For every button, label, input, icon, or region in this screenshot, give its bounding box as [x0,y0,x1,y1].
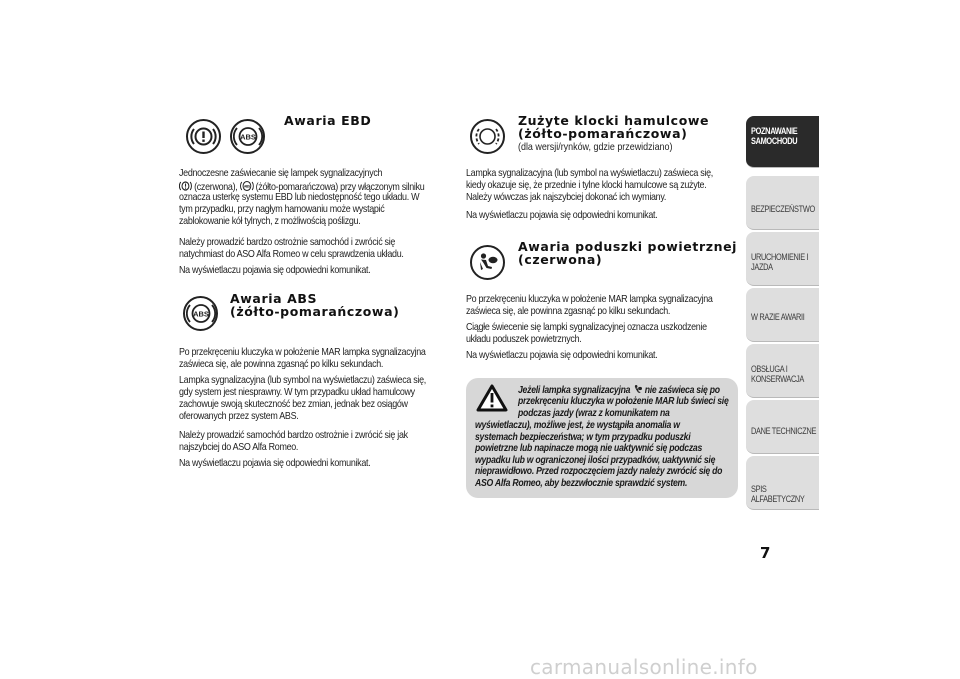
airbag-paragraph-1: Po przekręceniu kluczyka w położenie MAR lampka sygnalizacyjna zaświeca się, ale powinna zgasnąć po kilku sekundach. [466,294,713,317]
warning-rest: wyświetlaczu), możliwe jest, że wystąpiła anomalia w systemach bezpieczeństwa; w tym przypadku poduszki powietrzne lub napinacze mogą nie uaktywnić się podczas wypadku lub w ograniczonej ilości przypadków, uaktywnić się nieprawidłowo. Przed rozpoczęciem jazdy należy zwrócić się do ASO Alfa Romeo, aby bezzwłocznie sprawdzić system. [475,420,723,489]
airbag-icon [470,245,505,280]
page-number: 7 [760,544,771,562]
airbag-heading: Awaria poduszki powietrznej (czerwona) [518,239,738,267]
tab-spis-alfabetyczny[interactable] [746,456,819,510]
ebd-paragraph-1-line-1: Jednoczesne zaświecanie się lampek sygnalizacyjnych [179,168,383,179]
ebd-paragraph-3: Na wyświetlaczu pojawia się odpowiedni komunikat. [179,265,371,276]
warning-triangle-icon [476,384,508,417]
tab-obsluga-i-konserwacja[interactable] [746,344,819,398]
abs-heading: Awaria ABS (żółto-pomarańczowa) [230,291,400,319]
svg-text:ABS: ABS [243,184,250,189]
brake-pads-heading: Zużyte klocki hamulcowe (żółto-pomarańczowa) [518,113,710,141]
tab-label: SPIS ALFABETYCZNY [751,484,805,504]
svg-text:ABS: ABS [239,132,256,142]
abs-icon [230,119,265,154]
tab-uruchomienie-i-jazda[interactable] [746,232,819,286]
abs-paragraph-3: Należy prowadzić samochód bardzo ostrożnie i zwrócić się jak najszybciej do ASO Alfa Romeo. [179,430,408,453]
abs-paragraph-1: Po przekręceniu kluczyka w położenie MAR lampka sygnalizacyjna zaświeca się, ale powinna zgasnąć po kilku sekundach. [179,347,426,370]
tab-w-razie-awarii[interactable] [746,288,819,342]
ebd-paragraph-2: Należy prowadzić bardzo ostrożnie samochód i zwrócić się natychmiast do ASO Alfa Romeo w celu sprawdzenia układu. [179,237,404,260]
brake-pads-paragraph-1: Lampka sygnalizacyjna (lub symbol na wyświetlaczu) zaświeca się, kiedy okazuje się, że przednie i tylne klocki hamulcowe są zużyte. Należy wówczas jak najszybciej dokonać ich wymiany. [466,168,713,203]
tab-poznawanie-samochodu[interactable] [746,116,819,168]
warning-line-1: Jeżeli lampka sygnalizacyjna nie zaświeca się po [518,384,720,399]
tab-bezpieczenstwo[interactable] [746,176,819,230]
tab-dane-techniczne[interactable] [746,400,819,454]
abs-paragraph-4: Na wyświetlaczu pojawia się odpowiedni komunikat. [179,458,371,469]
brake-pads-paragraph-2: Na wyświetlaczu pojawia się odpowiedni komunikat. [466,210,658,221]
tab-label: DANE TECHNICZNE [751,426,817,436]
tab-label: W RAZIE AWARII [751,312,805,322]
abs-icon [183,296,218,331]
chapter-tabs [746,116,819,512]
tab-label: BEZPIECZEŃSTWO [751,204,815,214]
ebd-paragraph-1-line-2: (czerwona), ABS (żółto-pomarańczowa) przy włączonym silniku [179,180,424,196]
warning-line-2: przekręceniu kluczyka w położenie MAR lub świeci się [518,396,729,407]
svg-text:ABS: ABS [192,309,209,319]
ebd-paragraph-1-rest: oznacza usterkę systemu EBD lub niedostępność tego układu. W tym przypadku, przy nagłym hamowaniu może wystąpić zablokowanie kół tylnych, z możliwością poślizgu. [179,192,420,227]
warning-line-3: podczas jazdy (wraz z komunikatem na [518,408,670,419]
watermark: carmanualsonline.info [530,655,758,679]
abs-paragraph-2: Lampka sygnalizacyjna (lub symbol na wyświetlaczu) zaświeca się, gdy system jest niesprawny. W tym przypadku układ hamulcowy zachowuje swoją skuteczność bez zmian, jednak bez osiągów oferowanych przez system ABS. [179,375,426,422]
airbag-paragraph-3: Na wyświetlaczu pojawia się odpowiedni komunikat. [466,350,658,361]
tab-label: OBSŁUGA I KONSERWACJA [751,364,804,384]
tab-label: POZNAWANIE SAMOCHODU [751,126,798,146]
ebd-heading: Awaria EBD [284,113,372,128]
tab-label: URUCHOMIENIE I JAZDA [751,252,809,272]
airbag-paragraph-2: Ciągłe świecenie się lampki sygnalizacyjnej oznacza uszkodzenie układu poduszek powietrznych. [466,322,707,345]
brake-pads-note: (dla wersji/rynków, gdzie przewidziano) [518,142,673,153]
brake-pads-icon [470,119,505,154]
brake-exclamation-icon [186,119,221,154]
